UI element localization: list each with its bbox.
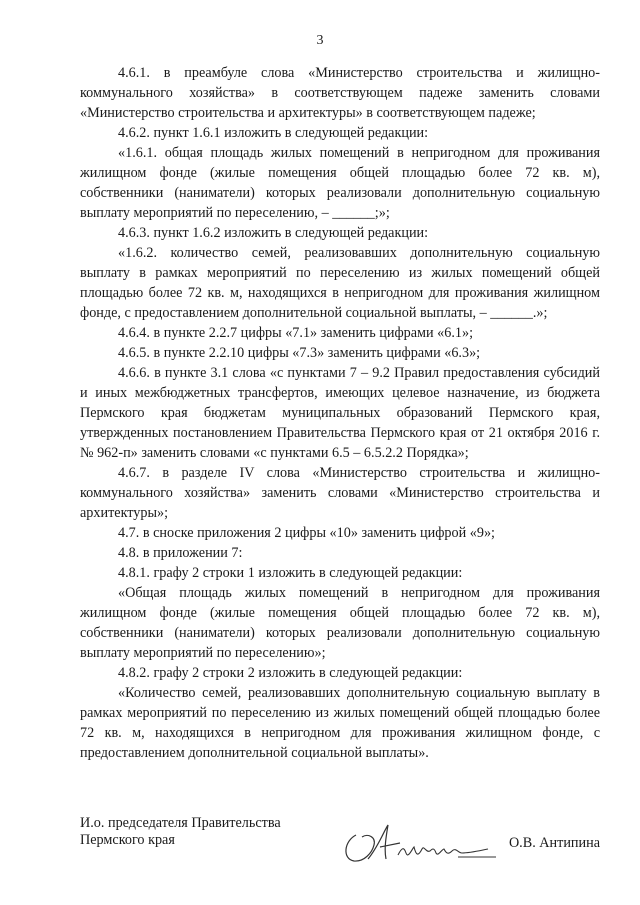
page-number: 3 [316, 33, 324, 48]
handwritten-signature [338, 819, 498, 867]
signer-title-line1: И.о. председателя Правительства [80, 815, 281, 831]
paragraph-1-6-2-text: «1.6.2. количество семей, реализовавших дополнительную социальную выплату в рамках мероприятий по переселению из жилых помещений общей площадью более 72 кв. м, находящихся в непригодном для проживания жилищном фонде, с предоставлением дополнительной социальной выплаты, – ______.»; [80, 245, 600, 321]
paragraph-4-6-2: 4.6.2. пункт 1.6.1 изложить в следующей редакции: [118, 125, 429, 141]
paragraph-4-6-5: 4.6.5. в пункте 2.2.10 цифры «7.3» заменить цифрами «6.3»; [118, 345, 481, 361]
paragraph-4-8: 4.8. в приложении 7: [118, 545, 243, 561]
signature-block [80, 815, 600, 875]
signer-title [80, 815, 281, 849]
document-body [80, 63, 600, 763]
paragraph-1-6-1-text: «1.6.1. общая площадь жилых помещений в непригодном для проживания жилищном фонде (жилые помещения общей площадью более 72 кв. м), собственники (наниматели) которых реализовали дополнительную социальную выплату мероприятий по переселению, – ______;»; [80, 145, 600, 221]
signer-name: О.В. Антипина [508, 835, 600, 851]
paragraph-4-8-1: 4.8.1. графу 2 строки 1 изложить в следующей редакции: [118, 565, 463, 581]
paragraph-row2-text: «Количество семей, реализовавших дополнительную социальную выплату в рамках мероприятий по переселению из жилых помещений общей площадью более 72 кв. м, находящихся в непригодном для проживания жилищном фонде, с предоставлением дополнительной социальной выплаты». [80, 685, 600, 761]
paragraph-4-6-4: 4.6.4. в пункте 2.2.7 цифры «7.1» заменить цифрами «6.1»; [118, 325, 474, 341]
paragraph-4-6-6: 4.6.6. в пункте 3.1 слова «с пунктами 7 – 9.2 Правил предоставления субсидий и иных межбюджетных трансфертов, имеющих целевое назначение, из бюджета Пермского края бюджетам муниципальных образований Пермского края, утвержденных постановлением Правительства Пермского края от 21 октября 2016 г. № 962-п» заменить словами «с пунктами 6.5 – 6.5.2.2 Порядка»; [80, 365, 600, 461]
paragraph-row1-text: «Общая площадь жилых помещений в непригодном для проживания жилищном фонде (жилые помещения общей площадью более 72 кв. м), собственники (наниматели) которых реализовали дополнительную социальную выплату мероприятий по переселению»; [80, 585, 600, 661]
paragraph-4-6-7: 4.6.7. в разделе IV слова «Министерство строительства и жилищно-коммунального хозяйства» заменить словами «Министерство строительства и архитектуры»; [80, 465, 600, 521]
paragraph-4-7: 4.7. в сноске приложения 2 цифры «10» заменить цифрой «9»; [118, 525, 495, 541]
paragraph-4-6-3: 4.6.3. пункт 1.6.2 изложить в следующей редакции: [118, 225, 429, 241]
signer-title-line2: Пермского края [80, 832, 175, 848]
paragraph-4-8-2: 4.8.2. графу 2 строки 2 изложить в следующей редакции: [118, 665, 463, 681]
paragraph-4-6-1: 4.6.1. в преамбуле слова «Министерство строительства и жилищно-коммунального хозяйства» в соответствующем падеже заменить словами «Министерство строительства и архитектуры» в соответствующем падеже; [80, 65, 600, 121]
